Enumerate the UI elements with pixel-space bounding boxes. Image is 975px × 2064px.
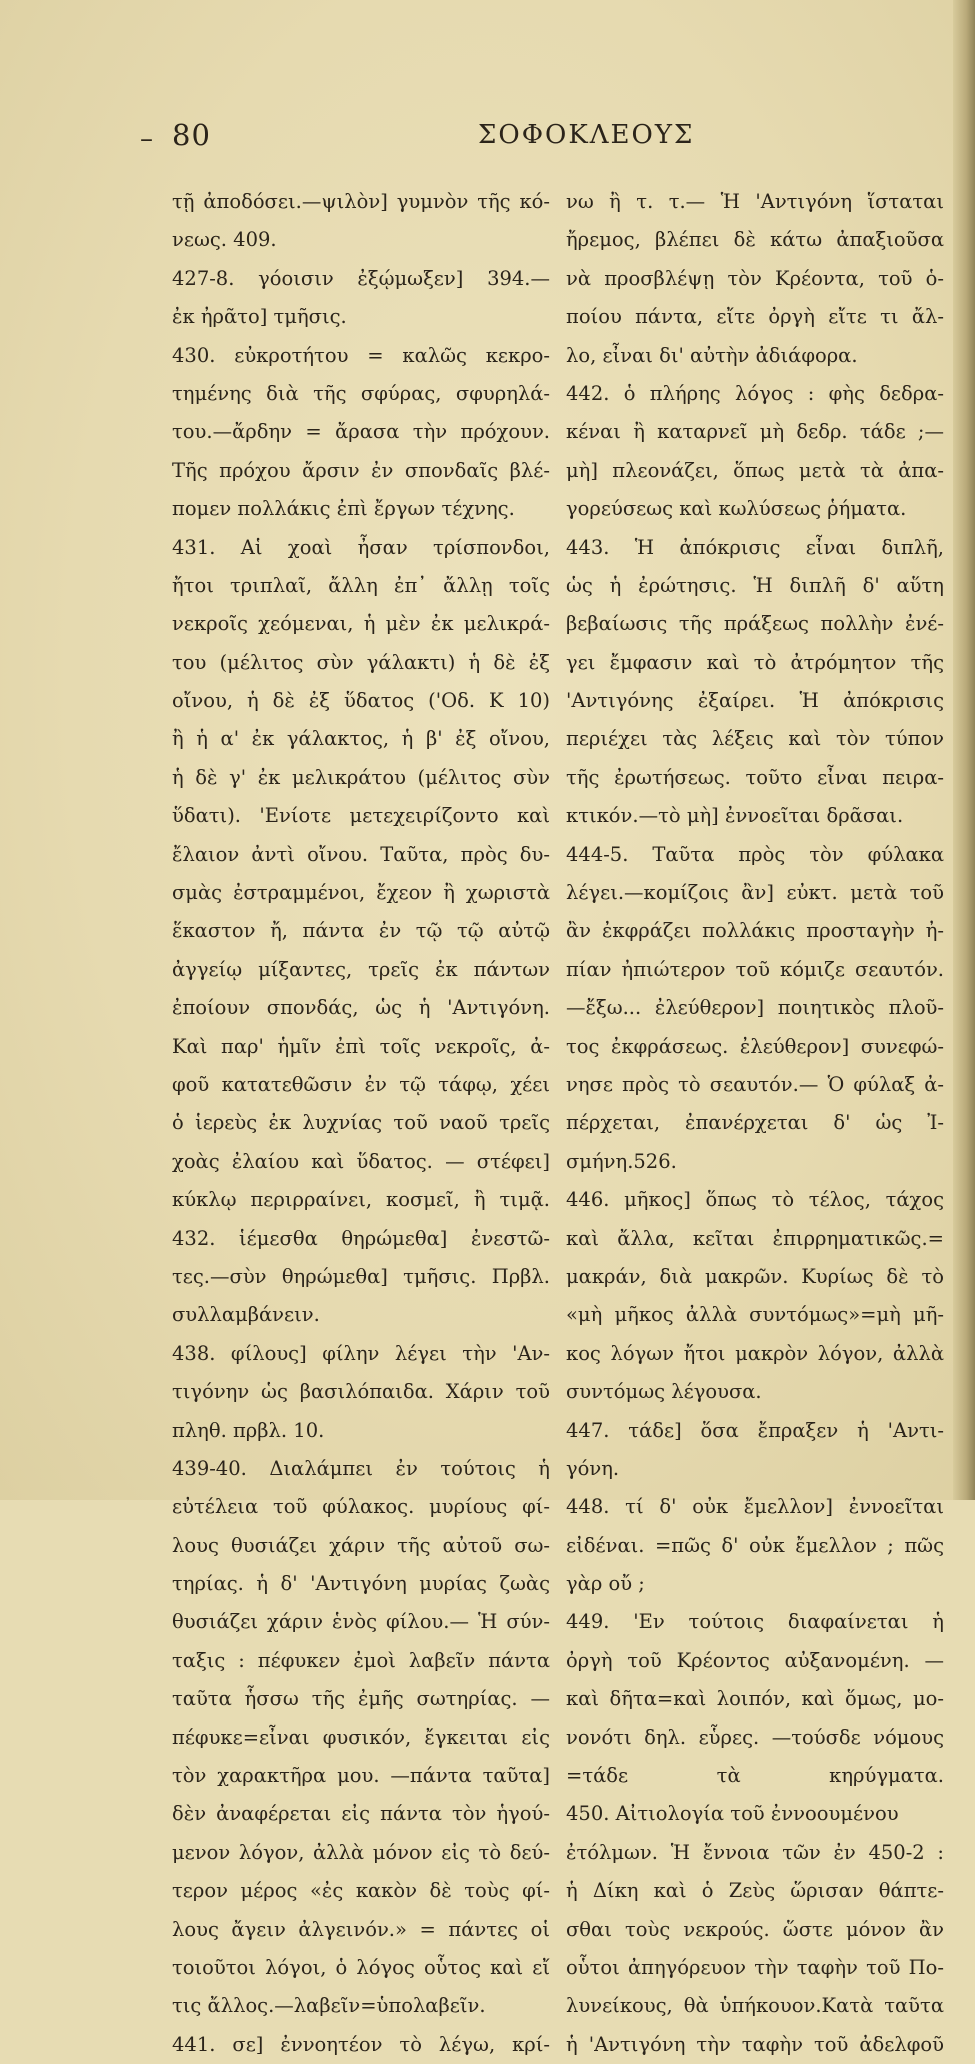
text-line: 441. σε] ἐννοητέον τὸ λέγω, κρί- <box>172 2032 550 2056</box>
text-line: 446. μῆκος] ὅπως τὸ τέλος, τάχος <box>566 1188 944 1212</box>
text-line: μενον λόγον, ἀλλὰ μόνον εἰς τὸ δεύ- <box>172 1840 550 1864</box>
text-line: χοὰς ἐλαίου καὶ ὕδατος. — στέφει] <box>172 1149 550 1173</box>
text-line: ἢ ἡ α' ἐκ γάλακτος, ἡ β' ἐξ οἴνου, <box>172 727 550 751</box>
page-number: 80 <box>172 118 211 152</box>
text-line: του.—ἄρδην = ἄρασα τὴν πρόχουν. <box>172 420 550 444</box>
text-line: 'Αντιγόνης ἐξαίρει. Ἡ ἀπόκρισις <box>566 689 944 713</box>
text-line: συντόμως λέγουσα. <box>566 1380 762 1404</box>
text-line: περιέχει τὰς λέξεις καὶ τὸν τύπον <box>566 727 944 751</box>
text-line: 431. Αἱ χοαὶ ἦσαν τρίσπονδοι, <box>172 535 550 559</box>
text-line: γορεύσεως καὶ κωλύσεως ῥήματα. <box>566 497 907 521</box>
text-line: τιγόνην ὡς βασιλόπαιδα. Χάριν τοῦ <box>172 1380 550 1404</box>
text-line: κος λόγων ἤτοι μακρὸν λόγον, ἀλλὰ <box>566 1341 944 1365</box>
text-line: νονότι δηλ. εὗρες. —τούσδε νόμους <box>566 1725 944 1749</box>
text-line: =τάδε τὰ κηρύγματα. <box>566 1764 944 1788</box>
text-line: κύκλῳ περιρραίνει, κοσμεῖ, ἢ τιμᾷ. <box>172 1188 550 1212</box>
text-line: δὲν ἀναφέρεται εἰς πάντα τὸν ἡγού- <box>172 1802 550 1826</box>
text-line: νησε πρὸς τὸ σεαυτόν.— Ὁ φύλαξ ἀ- <box>566 1072 944 1096</box>
text-line: 442. ὁ πλήρης λόγος : φὴς δεδρα- <box>566 381 944 405</box>
text-line: οὗτοι ἀπηγόρευον τὴν ταφὴν τοῦ Πο- <box>566 1955 944 1979</box>
text-line: 449. 'Εν τούτοις διαφαίνεται ἡ <box>566 1610 944 1634</box>
text-line: του (μέλιτος σὺν γάλακτι) ἡ δὲ ἐξ <box>172 650 550 674</box>
text-line: μὴ] πλεονάζει, ὅπως μετὰ τὰ ἀπα- <box>566 458 944 482</box>
page-binding-edge <box>953 0 975 1500</box>
text-line: ποίου πάντα, εἴτε ὀργὴ εἴτε τι ἄλ- <box>566 305 944 329</box>
text-line: τερον μέρος «ἐς κακὸν δὲ τοὺς φί- <box>172 1879 550 1903</box>
text-line: ἡ 'Αντιγόνη τὴν ταφὴν τοῦ ἀδελφοῦ <box>566 2032 944 2056</box>
text-line: κέναι ἢ καταρνεῖ μὴ δεδρ. τάδε ;— <box>566 420 944 444</box>
text-line: σθαι τοὺς νεκρούς. ὥστε μόνον ἂν <box>566 1917 944 1941</box>
text-line: πίαν ἠπιώτερον τοῦ κόμιζε σεαυτόν. <box>566 957 944 981</box>
text-line: λο, εἶναι δι' αὐτὴν ἀδιάφορα. <box>566 343 858 367</box>
text-line: τις ἄλλος.—λαβεῖν=ὑπολαβεῖν. <box>172 1994 486 2018</box>
text-line: καὶ δῆτα=καὶ λοιπόν, καὶ ὅμως, μο- <box>566 1687 944 1711</box>
text-line: 432. ἱέμεσθα θηρώμεθα] ἐνεστῶ- <box>172 1226 550 1250</box>
header-dash: – <box>140 124 153 154</box>
text-line: σμὰς ἐστραμμένοι, ἔχεον ἢ χωριστὰ <box>172 881 550 905</box>
text-line: εὐτέλεια τοῦ φύλακος. μυρίους φί- <box>172 1495 550 1519</box>
text-line: ἂν ἐκφράζει πολλάκις προσταγὴν ἠ- <box>566 919 944 943</box>
text-line: μακράν, διὰ μακρῶν. Κυρίως δὲ τὸ <box>566 1264 944 1288</box>
text-line: τῇ ἀποδόσει.—ψιλὸν] γυμνὸν τῆς κό- <box>172 190 550 213</box>
text-line: 444-5. Ταῦτα πρὸς τὸν φύλακα <box>566 842 944 866</box>
text-line: ὕδατι). 'Ενίοτε μετεχειρίζοντο καὶ <box>172 804 550 828</box>
text-line: ὁ ἱερεὺς ἐκ λυχνίας τοῦ ναοῦ τρεῖς <box>172 1111 550 1135</box>
text-line: νεκροῖς χεόμεναι, ἡ μὲν ἐκ μελικρά- <box>172 612 550 636</box>
text-line: ἡ δὲ γ' ἐκ μελικράτου (μέλιτος σὺν <box>172 765 550 789</box>
text-line: βεβαίωσις τῆς πράξεως πολλὴν ἐνέ- <box>566 612 944 636</box>
text-line: καὶ ἄλλα, κεῖται ἐπιρρηματικῶς.= <box>566 1226 944 1250</box>
text-line: λυνείκους, θὰ ὑπήκουον.Κατὰ ταῦτα <box>566 1994 944 2018</box>
text-line: ἡ Δίκη καὶ ὁ Ζεὺς ὥρισαν θάπτε- <box>566 1879 944 1903</box>
text-line: 447. τάδε] ὅσα ἔπραξεν ἡ 'Αντι- <box>566 1418 944 1442</box>
text-line: ἐκ ἠρᾶτο] τμῆσις. <box>172 305 347 329</box>
text-line: πέρχεται, ἐπανέρχεται δ' ὡς Ἰ- <box>566 1111 944 1135</box>
text-line: τες.—σὺν θηρώμεθα] τμῆσις. Πρβλ. <box>172 1264 550 1288</box>
text-line: 427-8. γόοισιν ἐξῴμωξεν] 394.— <box>172 266 550 290</box>
text-line: ὡς ἡ ἐρώτησις. Ἡ διπλῆ δ' αὕτη <box>566 573 944 597</box>
text-line: νεως. 409. <box>172 228 277 252</box>
text-line: φοῦ κατατεθῶσιν ἐν τῷ τάφῳ, χέει <box>172 1072 550 1096</box>
text-line: νω ἢ τ. τ.— Ἡ 'Αντιγόνη ἵσταται <box>566 190 944 213</box>
text-line: —ἔξω... ἐλεύθερον] ποιητικὸς πλοῦ- <box>566 996 944 1020</box>
text-line: γει ἔμφασιν καὶ τὸ ἀτρόμητον τῆς <box>566 650 944 674</box>
text-line: ἔλαιον ἀντὶ οἴνου. Ταῦτα, πρὸς δυ- <box>172 842 550 866</box>
text-line: γόνη. <box>566 1456 620 1480</box>
text-line: γὰρ οὔ ; <box>566 1572 645 1596</box>
text-line: 450. Αἰτιολογία τοῦ ἐννοουμένου <box>566 1802 899 1826</box>
text-line: ἤτοι τριπλαῖ, ἄλλη ἐπ᾽ ἄλλῃ τοῖς <box>172 573 550 597</box>
text-line: λέγει.—κομίζοις ἂν] εὐκτ. μετὰ τοῦ <box>566 881 944 905</box>
text-line: λους ἄγειν ἀλγεινόν.» = πάντες οἱ <box>172 1917 550 1941</box>
text-line: ἐποίουν σπονδάς, ὡς ἡ 'Αντιγόνη. <box>172 996 550 1020</box>
text-line: Καὶ παρ' ἡμῖν ἐπὶ τοῖς νεκροῖς, ἀ- <box>172 1034 550 1058</box>
text-line: ἤρεμος, βλέπει δὲ κάτω ἀπαξιοῦσα <box>566 228 944 252</box>
text-line: 443. Ἡ ἀπόκρισις εἶναι διπλῆ, <box>566 535 944 559</box>
text-line: κτικόν.—τὸ μὴ] ἐννοεῖται δρᾶσαι. <box>566 804 904 828</box>
text-line: πέφυκε=εἶναι φυσικόν, ἔγκειται εἰς <box>172 1725 550 1749</box>
text-line: 430. εὐκροτήτου = καλῶς κεκρο- <box>172 343 550 367</box>
text-line: «μὴ μῆκος ἀλλὰ συντόμως»=μὴ μῆ- <box>566 1303 944 1327</box>
text-line: τηρίας. ἡ δ' 'Αντιγόνη μυρίας ζωὰς <box>172 1572 550 1596</box>
text-line: σμήνη.526. <box>566 1149 677 1173</box>
text-line: ἕκαστον ἤ, πάντα ἐν τῷ τῷ αὐτῷ <box>172 919 550 943</box>
text-line: νὰ προσβλέψῃ τὸν Κρέοντα, τοῦ ὁ- <box>566 266 944 290</box>
text-line: οἴνου, ἡ δὲ ἐξ ὕδατος ('Οδ. Κ 10) <box>172 689 550 713</box>
text-line: συλλαμβάνειν. <box>172 1303 320 1327</box>
text-line: τῆς ἐρωτήσεως. τοῦτο εἶναι πειρα- <box>566 765 944 789</box>
text-line: θυσιάζει χάριν ἑνὸς φίλου.— Ἡ σύν- <box>172 1610 550 1634</box>
page-header <box>0 118 975 158</box>
text-line: ταξις : πέφυκεν ἐμοὶ λαβεῖν πάντα <box>172 1648 550 1672</box>
text-line: 439-40. Διαλάμπει ἐν τούτοις ἡ <box>172 1456 550 1480</box>
text-line: 448. τί δ' οὐκ ἔμελλον] ἐννοεῖται <box>566 1495 944 1519</box>
text-line: τοιοῦτοι λόγοι, ὁ λόγος οὗτος καὶ εἴ <box>172 1955 550 1979</box>
text-line: τημένης διὰ τῆς σφύρας, σφυρηλά- <box>172 381 550 405</box>
text-line: ἐτόλμων. Ἡ ἔννοια τῶν ἐν 450-2 : <box>566 1840 944 1864</box>
text-line: τος ἐκφράσεως. ἐλεύθερον] συνεφώ- <box>566 1034 944 1058</box>
right-column <box>566 183 944 2064</box>
text-line: ὀργὴ τοῦ Κρέοντος αὐξανομένη. — <box>566 1648 944 1672</box>
text-line: 438. φίλους] φίλην λέγει τὴν 'Αν- <box>172 1341 550 1365</box>
left-column <box>172 183 550 2064</box>
text-line: πληθ. πρβλ. 10. <box>172 1418 325 1442</box>
text-line: ἀγγείῳ μίξαντες, τρεῖς ἐκ πάντων <box>172 957 550 981</box>
text-line: τὸν χαρακτῆρα μου. —πάντα ταῦτα] <box>172 1764 550 1788</box>
text-line: λους θυσιάζει χάριν τῆς αὐτοῦ σω- <box>172 1533 550 1557</box>
text-line: πομεν πολλάκις ἐπὶ ἔργων τέχνης. <box>172 497 515 521</box>
running-title: ΣΟΦΟΚΛΕΟΥΣ <box>478 120 695 150</box>
text-line: Τῆς πρόχου ἄρσιν ἐν σπονδαῖς βλέ- <box>172 458 550 482</box>
text-line: ταῦτα ἧσσω τῆς ἐμῆς σωτηρίας. — <box>172 1687 550 1711</box>
text-line: εἰδέναι. =πῶς δ' οὐκ ἔμελλον ; πῶς <box>566 1533 944 1557</box>
